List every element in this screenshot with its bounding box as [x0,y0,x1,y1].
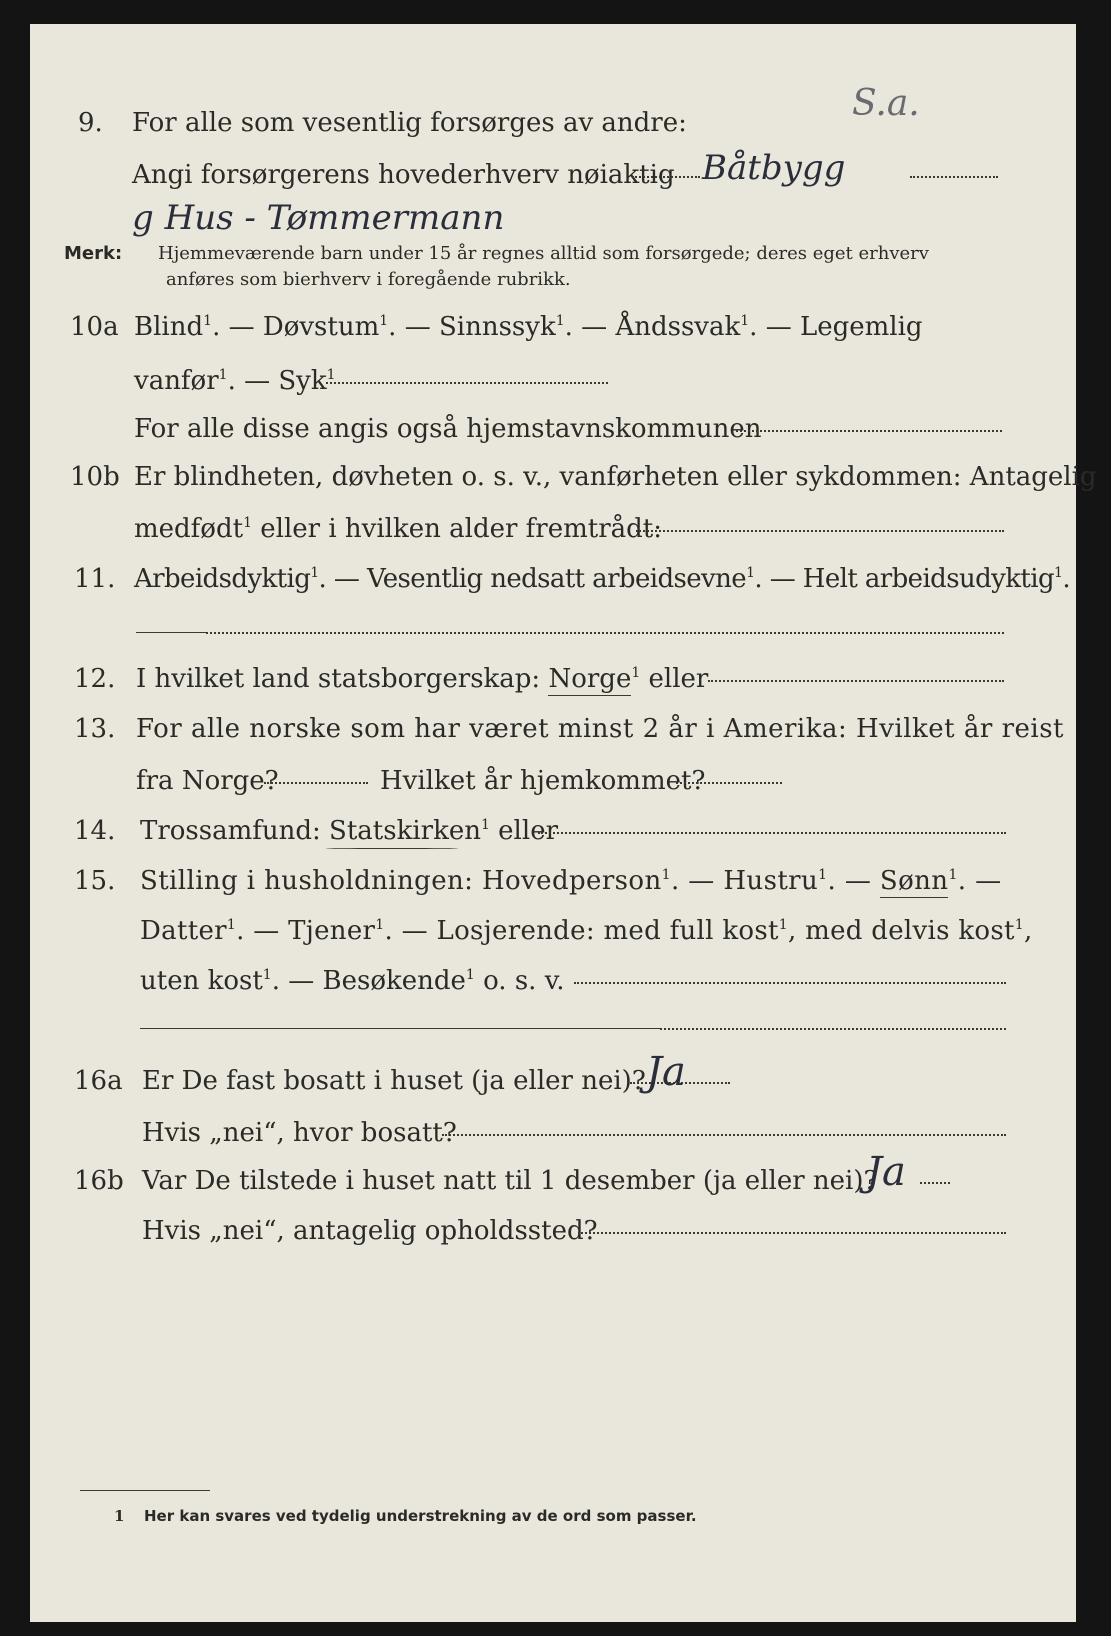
q16a-line1: Er De fast bosatt i huset (ja eller nei)? [142,1066,646,1096]
q9-number: 9. [78,108,103,138]
q16b-number: 16b [74,1166,124,1196]
q14-line: Trossamfund: Statskirken$^1$ eller [140,816,559,846]
q13-hjem-field[interactable] [676,782,782,784]
q16a-line2: Hvis „nei“, hvor bosatt? [142,1118,457,1148]
opt-datter[interactable]: Datter [140,916,227,946]
opt-andssvak[interactable]: Åndssvak [615,312,741,342]
q12-number: 12. [74,664,116,694]
footnote-rule [80,1490,210,1491]
q10b-alder-field[interactable] [636,530,1004,532]
opt-udyktig[interactable]: Helt arbeidsudyktig [802,564,1054,594]
opt-arbeidsdyktig[interactable]: Arbeidsdyktig [134,564,311,594]
q15-line1: Stilling i husholdningen: Hovedperson$^1$. — Hustru$^1$. — Sønn$^1$. — [140,866,1002,896]
q13-number: 13. [74,714,116,744]
q10a-line2: vanfør$^1$. — Syk$^1$ [134,366,336,396]
q11-line: Arbeidsdyktig$^1$. — Vesentlig nedsatt arbeidsevne$^1$. — Helt arbeidsudyktig$^1$. [134,564,1070,594]
q9-answer2-handwritten[interactable]: g Hus - Tømmermann [132,198,505,238]
q10a-number: 10a [70,312,119,342]
opt-sinnssyk[interactable]: Sinnssyk [438,312,556,342]
q13-reist-field[interactable] [264,782,368,784]
opt-nedsatt[interactable]: Vesentlig nedsatt arbeidsevne [366,564,747,594]
q15-rule-solid [140,1028,660,1029]
opt-besokende[interactable]: Besøkende [322,966,466,996]
merk-line1: Hjemmeværende barn under 15 år regnes alltid som forsørgede; deres eget erhverv [158,243,929,264]
q9-mark-handwritten: S.a. [852,83,920,124]
statskirken-underline-mark [326,848,458,849]
q16b-line2: Hvis „nei“, antagelig opholdssted? [142,1216,598,1246]
opt-syk[interactable]: Syk [278,366,327,396]
q14-number: 14. [74,816,116,846]
opt-hustru[interactable]: Hustru [723,866,819,896]
footnote-mark: 1 [114,1507,125,1525]
q16b-opphold-field[interactable] [578,1232,1006,1234]
merk-line2: anføres som bierhverv i foregående rubrikk. [166,269,571,290]
opt-losjerende-full[interactable]: Losjerende: med full kost [436,916,779,946]
q11-dotted-line[interactable] [206,632,1004,634]
q10b-line1: Er blindheten, døvheten o. s. v., vanførheten eller sykdommen: Antagelig [134,462,1097,492]
opt-medfodt[interactable]: medfødt [134,514,244,544]
q9-answer1-handwritten[interactable]: Båtbygg [702,148,846,188]
q12-line: I hvilket land statsborgerskap: Norge$^1$ eller [136,664,709,694]
q9-line2: Angi forsørgerens hovederhverv nøiaktig [132,160,675,190]
q9-dotted-line-end [910,176,998,178]
q16a-number: 16a [74,1066,123,1096]
q15-line2: Datter$^1$. — Tjener$^1$. — Losjerende: med full kost$^1$, med delvis kost$^1$, [140,916,1033,946]
q13-hjem-label: Hvilket år hjemkommet? [380,766,706,796]
merk-label: Merk: [64,243,123,264]
q10b-line2: medfødt$^1$ eller i hvilken alder fremtrådt: [134,514,663,544]
q15-line3: uten kost$^1$. — Besøkende$^1$ o. s. v. [140,966,565,996]
q10a-hjemstavn-field[interactable] [736,430,1002,432]
opt-delvis-kost[interactable]: med delvis kost [805,916,1015,946]
opt-sonn-underlined[interactable]: Sønn [879,866,949,896]
q10a-line1: Blind$^1$. — Døvstum$^1$. — Sinnssyk$^1$. — Åndssvak$^1$. — Legemlig [134,312,923,342]
q9-dotted-line [632,176,700,178]
footnote-text: Her kan svares ved tydelig understrekning av de ord som passer. [144,1507,697,1525]
q13-line1: For alle norske som har været minst 2 år i Amerika: Hvilket år reist [136,714,1064,744]
q9-line1: For alle som vesentlig forsørges av andre: [132,108,687,138]
census-form-page [30,24,1097,1622]
q12-field[interactable] [708,680,1004,682]
q16b-answer-field[interactable] [920,1182,950,1184]
opt-legemlig[interactable]: Legemlig [799,312,923,342]
q16b-line1: Var De tilstede i huset natt til 1 desember (ja eller nei)? [142,1166,878,1196]
q11-rule-solid [136,632,206,633]
q15-number: 15. [74,866,116,896]
q16a-answer-handwritten[interactable]: Ja [646,1049,686,1095]
q10a-line3: For alle disse angis også hjemstavnskommunen [134,414,762,444]
opt-norge-underlined[interactable]: Norge [548,664,632,694]
opt-blind[interactable]: Blind [134,312,204,342]
opt-vanfor[interactable]: vanfør [134,366,219,396]
q13-reist-label: fra Norge? [136,766,279,796]
opt-dovstum[interactable]: Døvstum [262,312,380,342]
opt-tjener[interactable]: Tjener [288,916,376,946]
q11-number: 11. [74,564,116,594]
opt-statskirken[interactable]: Statskirken [329,816,481,846]
q14-field[interactable] [538,832,1006,834]
q15-dotted-line[interactable] [660,1028,1006,1030]
opt-hovedperson[interactable]: Hovedperson [481,866,662,896]
opt-uten-kost[interactable]: uten kost [140,966,263,996]
q10b-number: 10b [70,462,120,492]
q16a-bosatt-field[interactable] [442,1134,1006,1136]
q10a-syk-field[interactable] [326,382,608,384]
q16b-answer-handwritten[interactable]: Ja [866,1149,906,1195]
q15-field[interactable] [574,982,1006,984]
